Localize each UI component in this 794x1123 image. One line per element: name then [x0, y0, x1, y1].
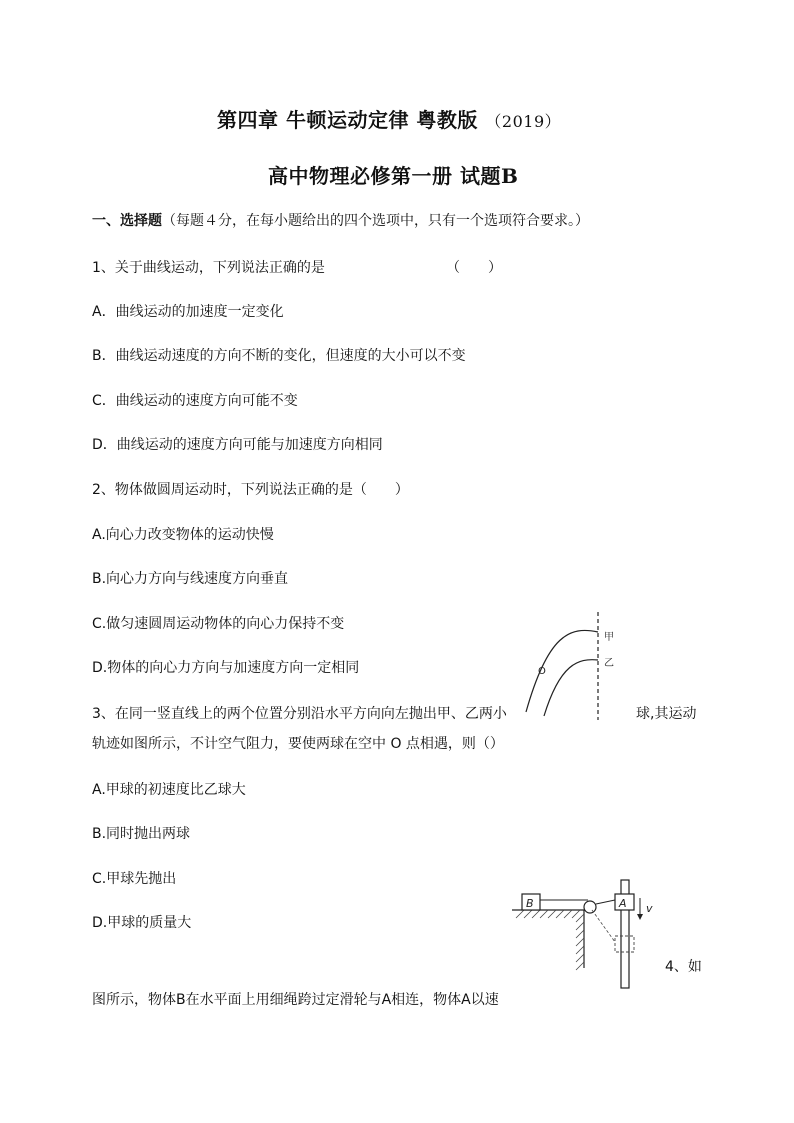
q3-option-d: D.甲球的质量大	[92, 915, 192, 931]
q2-option-d: D.物体的向心力方向与加速度方向一定相同	[92, 660, 360, 676]
q4-pulley-figure	[512, 878, 662, 990]
q2-option-b: B.向心力方向与线速度方向垂直	[92, 571, 289, 587]
label-v: v	[646, 902, 653, 915]
q3-option-b: B.同时抛出两球	[92, 826, 191, 842]
label-o: O	[538, 666, 546, 677]
q3-stem-part2: 轨迹如图所示，不计空气阻力，要使两球在空中 O 点相遇，则（）	[92, 736, 504, 752]
section-heading-note: （每题４分，在每小题给出的四个选项中，只有一个选项符合要求。）	[162, 213, 589, 229]
q4-number: 4、如	[665, 959, 702, 975]
rope-to-a	[596, 900, 615, 904]
pulley	[584, 901, 596, 913]
table-hatching	[516, 910, 580, 918]
label-b: B	[526, 897, 534, 910]
q1-option-b: B．曲线运动速度的方向不断的变化，但速度的大小可以不变	[92, 348, 466, 364]
q3-stem-part1: 3、在同一竖直线上的两个位置分别沿水平方向向左抛出甲、乙两小	[92, 706, 507, 722]
label-yi: 乙	[604, 658, 614, 669]
q3-stem-part1b: 球,其运动	[636, 706, 697, 722]
q1-option-d: D．曲线运动的速度方向可能与加速度方向相同	[92, 437, 383, 453]
q1-option-c: C．曲线运动的速度方向可能不变	[92, 393, 298, 409]
velocity-arrow-head	[637, 914, 643, 920]
section-heading-bold: 一、选择题	[92, 213, 162, 229]
label-jia: 甲	[604, 632, 614, 643]
title-year: （2019）	[485, 112, 562, 131]
edge-hatching	[576, 914, 584, 970]
trajectory-jia	[526, 630, 598, 712]
q1-option-a: A．曲线运动的加速度一定变化	[92, 304, 284, 320]
trajectory-yi	[544, 660, 598, 716]
q3-trajectory-figure	[520, 610, 630, 722]
q4-stem: 图所示，物体B在水平面上用细绳跨过定滑轮与A相连，物体A以速	[92, 992, 499, 1008]
title-main: 第四章 牛顿运动定律 粤教版	[217, 108, 478, 132]
page-title	[217, 104, 561, 133]
q3-option-a: A.甲球的初速度比乙球大	[92, 782, 246, 798]
q2-stem: 2、物体做圆周运动时，下列说法正确的是（ ）	[92, 482, 409, 498]
q1-stem: 1、关于曲线运动，下列说法正确的是	[92, 260, 325, 276]
label-a: A	[619, 897, 627, 910]
section-heading	[92, 210, 589, 230]
rope-dashed	[592, 910, 615, 942]
q2-option-a: A.向心力改变物体的运动快慢	[92, 527, 274, 543]
q2-option-c: C.做匀速圆周运动物体的向心力保持不变	[92, 616, 345, 632]
q3-option-c: C.甲球先抛出	[92, 871, 177, 887]
page-subtitle: 高中物理必修第一册 试题B	[268, 164, 519, 188]
q1-answer-bracket: （ ）	[446, 260, 502, 276]
